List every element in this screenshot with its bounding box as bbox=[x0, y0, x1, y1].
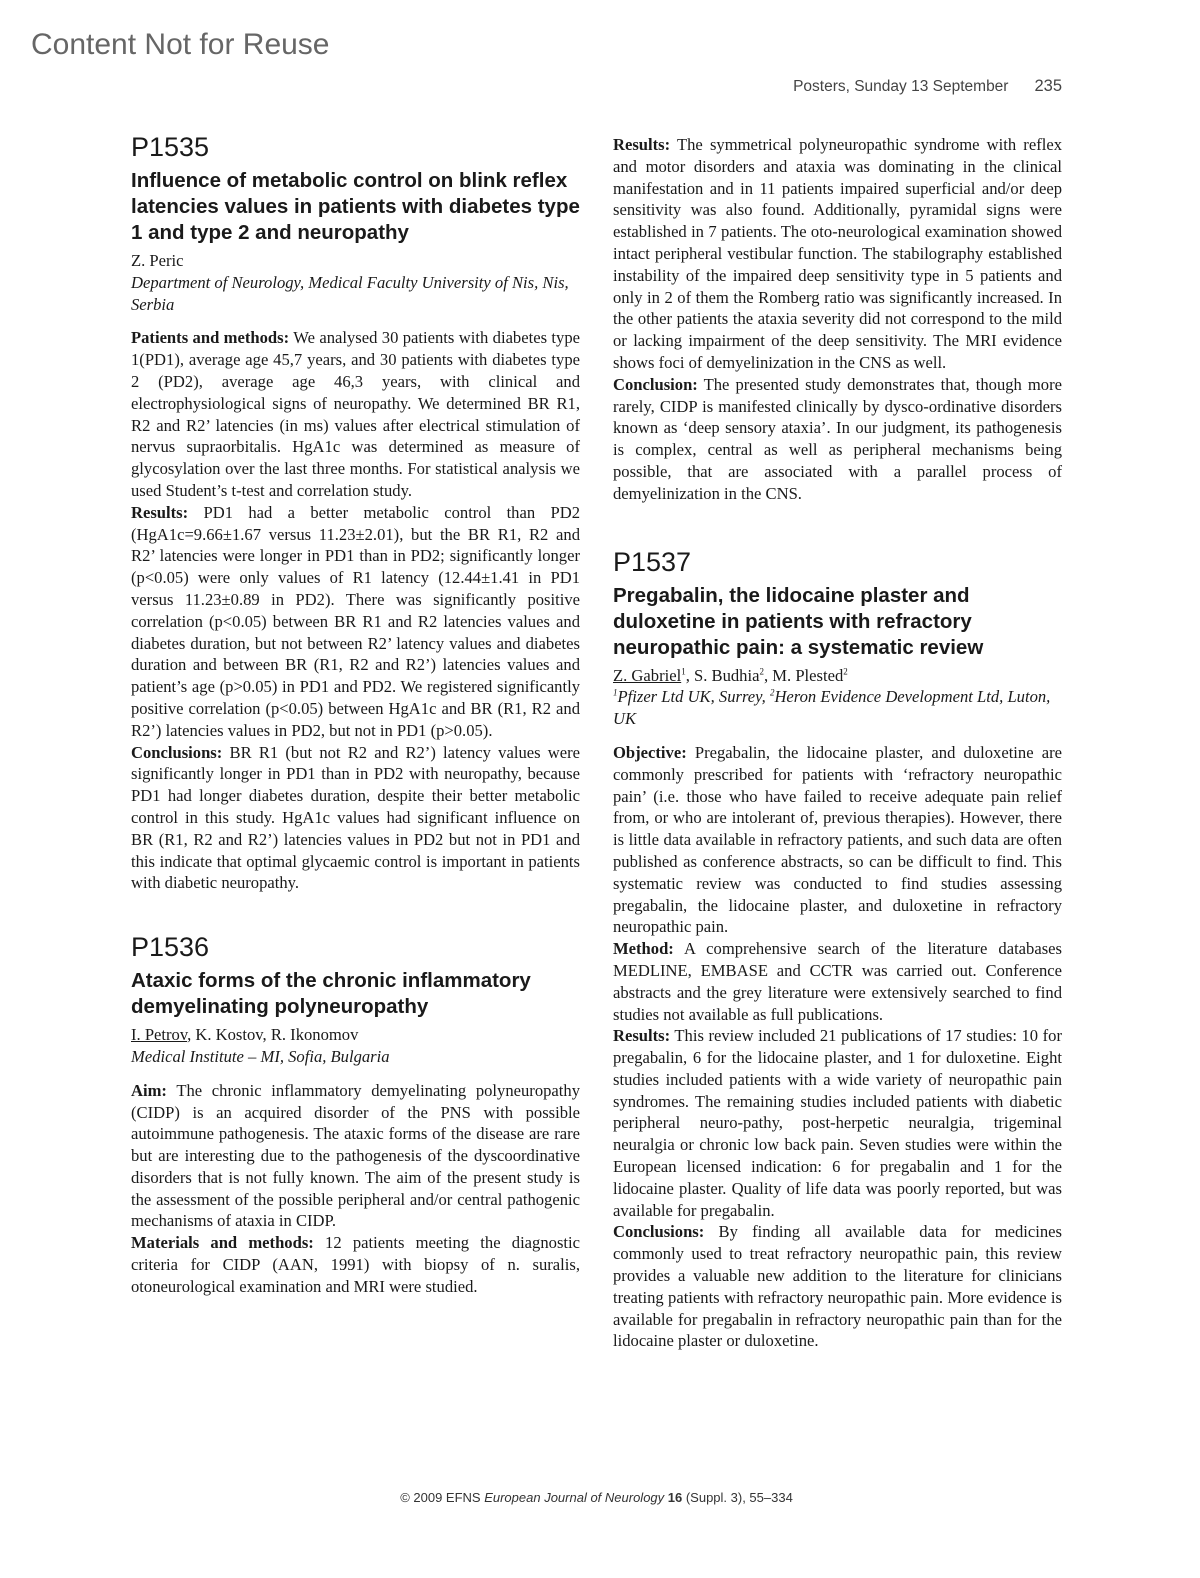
section-text: BR R1 (but not R2 and R2’) latency values were significantly longer in PD1 than in PD2 with neuropathy, because PD1 had longer diabetes duration, despite their better metabolic control in this study. HgA1c values had significant influence on BR (R1, R2 and R2’) latencies values in PD2 but not in PD1 and this indicate that optimal glycaemic control is important in patients with diabetic neuropathy. bbox=[131, 742, 580, 893]
section-heading: Objective: bbox=[613, 742, 687, 762]
abstract-affiliation: Department of Neurology, Medical Faculty University of Nis, Nis, Serbia bbox=[131, 272, 569, 314]
section-conclusions bbox=[131, 742, 580, 895]
section-text: The chronic inflammatory demyelinating polyneuropathy (CIDP) is an acquired disorder of the PNS with possible autoimmune pathogenesis. The ataxic forms of the disease are rare but are interesting due to the pathogenesis of the dyscoordinative disorders that is not fully known. The aim of the present study is the assessment of the possible peripheral and/or central pathogenic mechanisms of ataxia in CIDP. bbox=[131, 1080, 580, 1231]
abstract-title: Influence of metabolic control on blink reflex latencies values in patients with diabetes type 1 and type 2 and neuropathy bbox=[131, 169, 580, 244]
section-heading: Method: bbox=[613, 939, 674, 959]
journal-name: European Journal of Neurology bbox=[484, 1490, 665, 1505]
left-column bbox=[131, 132, 580, 1298]
abstract-affiliation: Medical Institute – MI, Sofia, Bulgaria bbox=[131, 1046, 390, 1066]
abstract-authors bbox=[131, 1024, 580, 1046]
section-conclusions bbox=[613, 1221, 1062, 1352]
abstract-p1535 bbox=[131, 132, 580, 894]
running-title: Posters, Sunday 13 September bbox=[793, 78, 1009, 95]
abstract-affiliation bbox=[613, 686, 1062, 730]
co-authors: , K. Kostov, R. Ikonomov bbox=[187, 1025, 359, 1045]
co-author: , M. Plested bbox=[763, 665, 844, 685]
presenting-author: I. Petrov bbox=[131, 1025, 188, 1045]
section-heading: Materials and methods: bbox=[131, 1233, 314, 1253]
affiliation-1: Pfizer Ltd UK, Surrey, bbox=[617, 687, 770, 707]
section-materials-methods bbox=[131, 1232, 580, 1297]
copyright: © 2009 EFNS bbox=[400, 1490, 485, 1505]
abstract-title: Pregabalin, the lidocaine plaster and duloxetine in patients with refractory neuropathic pain: a systematic review bbox=[613, 583, 984, 659]
journal-issue: (Suppl. 3), 55–334 bbox=[682, 1490, 793, 1505]
section-results bbox=[613, 1025, 1062, 1221]
section-objective bbox=[613, 742, 1062, 938]
page-footer bbox=[0, 1490, 1193, 1505]
journal-volume: 16 bbox=[664, 1490, 683, 1505]
section-text: A comprehensive search of the literature databases MEDLINE, EMBASE and CCTR was carried out. Conference abstracts and the grey literature were extensively searched to find studies not available as full publications. bbox=[613, 939, 1062, 1024]
section-text: PD1 had a better metabolic control than PD2 (HgA1c=9.66±1.67 versus 11.23±2.01), but the BR R1, R2 and R2’ latencies were longer in PD1 than in PD2; significantly longer (p<0.05) were only values of R1 latency (12.44±1.41 in PD1 versus 11.23±0.89 in PD2). There was significantly positive correlation (p<0.05) between BR R1 and R2 latencies values and diabetes duration, but not between R2’ latency values and diabetes duration and between BR (R1, R2 and R2’) latencies values and patient’s age (p>0.05) in PD1 and PD2. We registered significantly positive correlation (p<0.05) between HgA1c and BR (R1, R2 and R2’) latencies values in PD2, but not in PD1 (p>0.05). bbox=[131, 502, 580, 740]
author-superscript: 2 bbox=[843, 666, 848, 677]
abstract-authors bbox=[613, 665, 1062, 687]
section-text: We analysed 30 patients with diabetes type 1(PD1), average age 45,7 years, and 30 patients with diabetes type 2 (PD2), average age 46,3 years, with clinical and electrophysiological signs of neuropathy. We determined BR R1, R2 and R2’ latencies (in ms) values after electrical stimulation of nervus supraorbitalis. HgA1c was determined as measure of glycosylation over the last three months. For statistical analysis we used Student’s t-test and correlation study. bbox=[131, 328, 580, 500]
co-author: , S. Budhia bbox=[685, 665, 760, 685]
section-method bbox=[613, 938, 1062, 1025]
right-column bbox=[613, 134, 1062, 1352]
section-text: Pregabalin, the lidocaine plaster, and duloxetine are commonly prescribed for patients with ‘refractory neuropathic pain’ (i.e. those who have failed to receive adequate pain relief from, or who are intolerant of, previous therapies). However, there is little data available in refractory patients, and such data are often published as conference abstracts, so can be difficult to find. This systematic review was conducted to find studies assessing pregabalin, the lidocaine plaster, and duloxetine in refractory neuropathic pain. bbox=[613, 742, 1062, 937]
affiliation-2: Heron Evidence Development Ltd, Luton, UK bbox=[613, 687, 1051, 729]
section-results bbox=[131, 502, 580, 742]
author-superscript: 1 bbox=[681, 666, 686, 677]
running-header bbox=[700, 77, 1062, 96]
section-conclusion bbox=[613, 374, 1062, 505]
section-heading: Results: bbox=[613, 135, 671, 154]
abstract-code: P1535 bbox=[131, 132, 210, 162]
section-results bbox=[613, 134, 1062, 374]
section-heading: Conclusions: bbox=[613, 1222, 705, 1242]
section-heading: Conclusions: bbox=[131, 742, 223, 762]
section-heading: Results: bbox=[131, 502, 189, 522]
author-superscript: 2 bbox=[759, 666, 764, 677]
section-patients-methods bbox=[131, 327, 580, 501]
section-text: This review included 21 publications of 17 studies: 10 for pregabalin, 6 for the lidocaine plaster, and 1 for duloxetine. Eight studies included patients with a wide variety of neuropathic pain syndromes. The remaining studies included patients with diabetic peripheral neuro-pathy, post-herpetic neuralgia, trigeminal neuralgia or chronic low back pain. Seven studies were within the European licensed indication: 6 for pregabalin and 1 for the lidocaine plaster. Quality of life data was poorly reported, but was available for pregabalin. bbox=[613, 1026, 1062, 1220]
section-text: 12 patients meeting the diagnostic criteria for CIDP (AAN, 1991) with biopsy of n. suralis, otoneurological examination and MRI were studied. bbox=[131, 1233, 580, 1296]
section-heading: Conclusion: bbox=[613, 374, 698, 394]
abstract-title: Ataxic forms of the chronic inflammatory demyelinating polyneuropathy bbox=[131, 969, 531, 1019]
section-heading: Patients and methods: bbox=[131, 328, 290, 348]
section-text: The symmetrical polyneuropathic syndrome with reflex and motor disorders and ataxia was dominating in the clinical manifestation and in 11 patients impaired superficial and/or deep sensitivity was also found. Additionally, pyramidal signs were established in 7 patients. The oto-neurological examination showed intact peripheral vestibular function. The stabilography established instability of the impaired deep sensitivity type in 5 patients and only in 2 of them the Romberg ratio was significantly increased. In the other patients the ataxia severity did not correspond to the mild or lacking impairment of the deep sensitivity. The MRI evidence shows foci of demyelinization in the CNS as well. bbox=[613, 135, 1062, 372]
abstract-authors: Z. Peric bbox=[131, 251, 184, 270]
abstract-p1536-continued bbox=[613, 134, 1062, 505]
watermark: Content Not for Reuse bbox=[31, 28, 330, 61]
presenting-author: Z. Gabriel bbox=[613, 665, 682, 685]
abstract-p1537 bbox=[613, 547, 1062, 1353]
abstract-code: P1536 bbox=[131, 932, 210, 963]
section-aim bbox=[131, 1080, 580, 1233]
page-number: 235 bbox=[1034, 77, 1062, 95]
section-text: The presented study demonstrates that, though more rarely, CIDP is manifested clinically by dysco-ordinative disorders known as ‘deep sensory ataxia’. In our judgment, its pathogenesis is complex, central as well as peripheral mechanisms being possible, that are associated with a parallel process of demyelinization in the CNS. bbox=[613, 374, 1062, 503]
affiliation-superscript: 1 bbox=[613, 687, 618, 698]
section-heading: Results: bbox=[613, 1026, 671, 1046]
abstract-p1536 bbox=[131, 932, 580, 1298]
section-heading: Aim: bbox=[131, 1080, 167, 1100]
section-text: By finding all available data for medicines commonly used to treat refractory neuropathic pain, this review provides a valuable new addition to the literature for clinicians treating patients with refractory neuropathic pain. More evidence is available for pregabalin in refractory neuropathic pain than for the lidocaine plaster or duloxetine. bbox=[613, 1222, 1062, 1351]
affiliation-superscript: 2 bbox=[769, 687, 775, 698]
abstract-code: P1537 bbox=[613, 546, 692, 577]
